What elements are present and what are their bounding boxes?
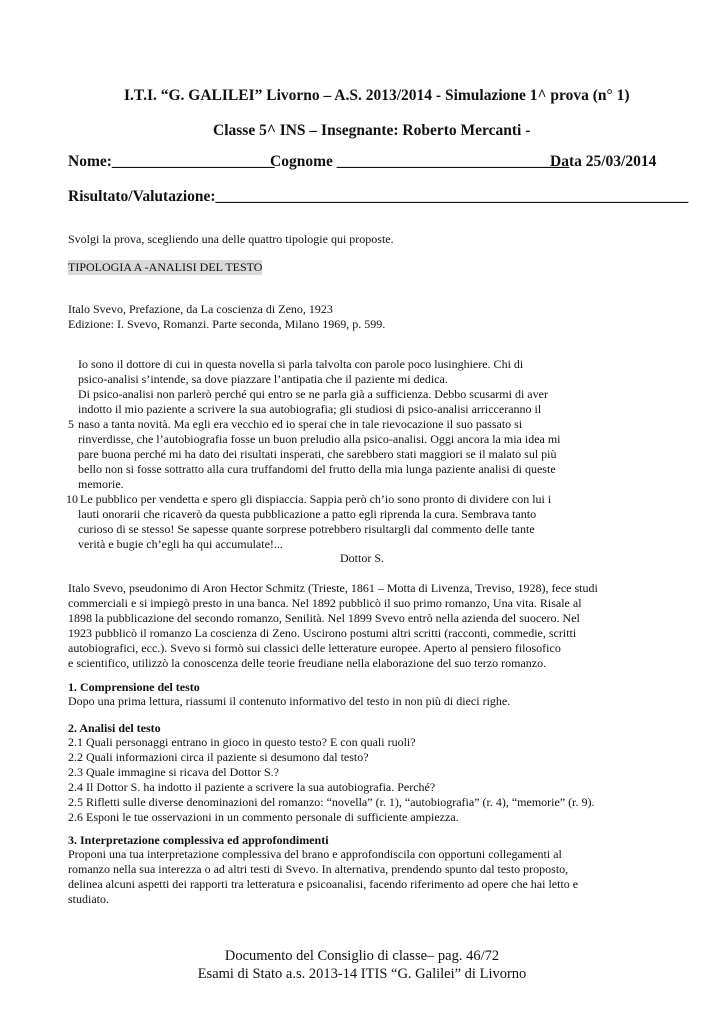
passage-line — [68, 357, 561, 372]
section-3-line: Proponi una tua interpretazione complessiva del brano e approfondiscila con opportuni collegamenti al — [68, 847, 562, 861]
passage-text: indotto il mio paziente a scrivere la sua autobiografia; gli studiosi di psico-analisi arricceranno il — [78, 402, 542, 416]
passage-line — [68, 387, 561, 402]
passage-line — [68, 372, 561, 387]
question-item: 2.3 Quale immagine si ricava del Dottor S.? — [68, 765, 279, 779]
class-line: Classe 5^ INS – Insegnante: Roberto Mercanti - — [213, 122, 531, 139]
date-label: Data 25/03/2014 — [550, 153, 657, 170]
passage-text: bello non si fosse sottratto alla cura truffandomi del frutto della mia lunga paziente analisi di queste — [78, 462, 556, 476]
section-3-line: studiato. — [68, 892, 109, 906]
passage-text: Le pubblico per vendetta e spero gli dispiaccia. Sappia però ch’io sono pronto di dividere con lui i — [80, 492, 552, 506]
passage-text: rinverdisse, che l’autobiografia fosse un buon preludio alla psico-analisi. Oggi ancora la mia idea mi — [78, 432, 561, 446]
passage-line — [68, 477, 561, 492]
section-3-body — [68, 847, 578, 907]
document-title: I.T.I. “G. GALILEI” Livorno – A.S. 2013/2014 - Simulazione 1^ prova (n° 1) — [124, 87, 630, 104]
question-item: 2.5 Rifletti sulle diverse denominazioni del romanzo: “novella” (r. 1), “autobiografia” (r. 4), “memorie” (r. 9). — [68, 795, 595, 809]
intro-text: Svolgi la prova, scegliendo una delle quattro tipologie qui proposte. — [68, 232, 394, 246]
bio-line: 1923 pubblicò il romanzo La coscienza di Zeno. Uscirono postumi altri scritti (racconti, commedie, scritti — [68, 626, 577, 640]
section-3-line: romanzo nella sua interezza o ad altri testi di Svevo. In alternativa, prendendo spunto dal testo proposto, — [68, 862, 569, 876]
passage-text: naso a tanta novità. Ma egli era vecchio ed io sperai che in tale rievocazione il suo passato si — [78, 417, 523, 431]
footer-line-1: Documento del Consiglio di classe– pag. 46/72 — [224, 948, 500, 964]
surname-field-label: Cognome ______________________________ — [270, 153, 570, 170]
passage-line — [68, 537, 561, 552]
passage-line — [68, 507, 561, 522]
passage-line — [68, 447, 561, 462]
bio-line: 1898 la pubblicazione del secondo romanzo, Senilità. Nel 1899 Svevo entrò nella azienda del suocero. Nel — [68, 611, 580, 625]
author-bio — [68, 581, 598, 671]
line-number: 5 — [68, 417, 74, 431]
passage-line — [68, 492, 561, 507]
question-item: 2.4 Il Dottor S. ha indotto il paziente a scrivere la sua autobiografia. Perché? — [68, 780, 436, 794]
section-2-title: 2. Analisi del testo — [68, 721, 161, 735]
passage-text: verità e bugie ch’egli ha qui accumulate!... — [78, 537, 283, 551]
bio-line: e scientifico, utilizzò la conoscenza delle teorie freudiane nella elaborazione del suo terzo romanzo. — [68, 656, 547, 670]
passage-line — [68, 462, 561, 477]
section-3-title: 3. Interpretazione complessiva ed approfondimenti — [68, 833, 329, 847]
question-item: 2.6 Esponi le tue osservazioni in un commento personale di sufficiente ampiezza. — [68, 810, 459, 824]
name-field-label: Nome:_____________________ — [68, 153, 275, 170]
footer-line-2: Esami di Stato a.s. 2013-14 ITIS “G. Galilei” di Livorno — [197, 966, 527, 982]
bio-line: autobiografici, ecc.). Svevo si formò sui classici delle letterature europee. Aperto al pensiero filosofico — [68, 641, 561, 655]
source-line-2: Edizione: I. Svevo, Romanzi. Parte seconda, Milano 1969, p. 599. — [68, 317, 386, 331]
passage-text: psico-analisi s’intende, sa dove piazzare l’antipatia che il paziente mi dedica. — [78, 372, 448, 386]
result-field-label: Risultato/Valutazione:_____________________________________________________________ — [68, 188, 689, 205]
passage-line — [68, 417, 561, 432]
section-1-body — [68, 694, 510, 709]
passage-text: Io sono il dottore di cui in questa novella si parla talvolta con parole poco lusinghiere. Chi di — [78, 357, 524, 371]
section-1-line: Dopo una prima lettura, riassumi il contenuto informativo del testo in non più di dieci righe. — [68, 694, 511, 708]
passage-block — [68, 357, 561, 552]
passage-line — [68, 402, 561, 417]
passage-line — [68, 522, 561, 537]
source-line-1: Italo Svevo, Prefazione, da La coscienza di Zeno, 1923 — [68, 302, 333, 316]
bio-line: Italo Svevo, pseudonimo di Aron Hector Schmitz (Trieste, 1861 – Motta di Livenza, Treviso, 1928), fece studi — [68, 581, 598, 595]
tipologia-heading: TIPOLOGIA A -ANALISI DEL TESTO — [68, 260, 263, 274]
section-2-body — [68, 735, 594, 825]
passage-text: curioso di se stesso! Se sapesse quante sorprese potrebbero risultargli dal commento delle tante — [78, 522, 535, 536]
passage-text: memorie. — [78, 477, 124, 491]
passage-text: pare buona perché mi ha dato dei risultati insperati, che sarebbero stati maggiori se il malato sul più — [78, 447, 557, 461]
section-3-line: delinea alcuni aspetti dei rapporti tra letteratura e psicoanalisi, facendo riferimento ad opere che hai letto e — [68, 877, 579, 891]
bio-line: commerciali e si impiegò presto in una banca. Nel 1892 pubblicò il suo primo romanzo, Una vita. Risale al — [68, 596, 582, 610]
section-1-title: 1. Comprensione del testo — [68, 680, 200, 694]
question-item: 2.1 Quali personaggi entrano in gioco in questo testo? E con quali ruoli? — [68, 735, 416, 749]
passage-text: Di psico-analisi non parlerò perché qui entro se ne parla già a sufficienza. Debbo scusarmi di aver — [78, 387, 548, 401]
question-item: 2.2 Quali informazioni circa il paziente si desumono dal testo? — [68, 750, 369, 764]
passage-text: lauti onorarii che ricaverò da questa pubblicazione a patto egli riprenda la cura. Sembrava tanto — [78, 507, 537, 521]
passage-line — [68, 432, 561, 447]
signature: Dottor S. — [340, 551, 385, 565]
line-number: 10 — [66, 492, 78, 506]
